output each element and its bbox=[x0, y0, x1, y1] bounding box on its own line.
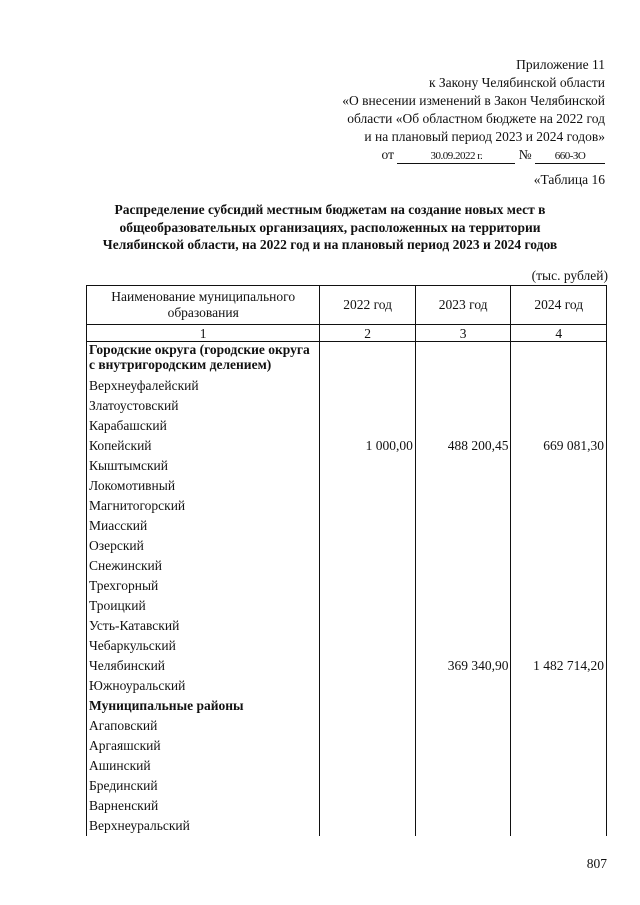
law-date: 30.09.2022 г. bbox=[397, 150, 515, 164]
value-2023 bbox=[415, 636, 511, 656]
group-heading: Муниципальные районы bbox=[87, 696, 320, 716]
value-2022 bbox=[320, 656, 416, 676]
value-2024 bbox=[511, 776, 607, 796]
group-row-urban-districts bbox=[87, 342, 607, 377]
value-2023 bbox=[415, 516, 511, 536]
value-2023 bbox=[415, 576, 511, 596]
table-row bbox=[87, 576, 607, 596]
units-label: (тыс. рублей) bbox=[531, 268, 608, 283]
value-2022 bbox=[320, 716, 416, 736]
value-2024 bbox=[511, 496, 607, 516]
column-number: 2 bbox=[320, 325, 416, 342]
table-row bbox=[87, 476, 607, 496]
municipality-name: Верхнеуральский bbox=[87, 816, 320, 836]
table-row bbox=[87, 396, 607, 416]
appendix-line: Приложение 11 bbox=[516, 57, 605, 72]
value-2024 bbox=[511, 736, 607, 756]
municipality-name: Снежинский bbox=[87, 556, 320, 576]
table-row bbox=[87, 616, 607, 636]
header-2024: 2024 год bbox=[511, 286, 607, 325]
appendix-line: области «Об областном бюджете на 2022 год bbox=[347, 111, 605, 126]
group-row-municipal-districts bbox=[87, 696, 607, 716]
number-label: № bbox=[518, 147, 532, 162]
column-number: 3 bbox=[415, 325, 511, 342]
value-2024: 1 482 714,20 bbox=[511, 656, 607, 676]
value-2024 bbox=[511, 416, 607, 436]
table-row bbox=[87, 456, 607, 476]
value-2022 bbox=[320, 616, 416, 636]
value-2024 bbox=[511, 796, 607, 816]
from-label: от bbox=[381, 147, 394, 162]
subsidy-table bbox=[86, 285, 607, 836]
municipality-name: Магнитогорский bbox=[87, 496, 320, 516]
municipality-name: Троицкий bbox=[87, 596, 320, 616]
value-2024 bbox=[511, 716, 607, 736]
value-2023 bbox=[415, 816, 511, 836]
table-row bbox=[87, 656, 607, 676]
value-2022 bbox=[320, 496, 416, 516]
appendix-line: к Закону Челябинской области bbox=[428, 75, 605, 90]
group-heading: Городские округа (городские округа с внутригородским делением) bbox=[87, 342, 320, 377]
value-2024 bbox=[511, 676, 607, 696]
municipality-name: Трехгорный bbox=[87, 576, 320, 596]
value-2024 bbox=[511, 396, 607, 416]
value-2024 bbox=[511, 536, 607, 556]
value-2024: 669 081,30 bbox=[511, 436, 607, 456]
table-row bbox=[87, 816, 607, 836]
value-2023 bbox=[415, 416, 511, 436]
table-body bbox=[87, 342, 607, 837]
column-number-row bbox=[87, 325, 607, 342]
value-2022 bbox=[320, 476, 416, 496]
table-row bbox=[87, 516, 607, 536]
municipality-name: Копейский bbox=[87, 436, 320, 456]
header-2023: 2023 год bbox=[415, 286, 511, 325]
municipality-name: Локомотивный bbox=[87, 476, 320, 496]
value-2022 bbox=[320, 396, 416, 416]
value-2023 bbox=[415, 736, 511, 756]
municipality-name: Озерский bbox=[87, 536, 320, 556]
value-2024 bbox=[511, 616, 607, 636]
value-2024 bbox=[511, 456, 607, 476]
table-row bbox=[87, 776, 607, 796]
table-row bbox=[87, 496, 607, 516]
municipality-name: Миасский bbox=[87, 516, 320, 536]
value-2022 bbox=[320, 416, 416, 436]
table-row bbox=[87, 416, 607, 436]
municipality-name: Агаповский bbox=[87, 716, 320, 736]
column-number: 4 bbox=[511, 325, 607, 342]
value-2023 bbox=[415, 456, 511, 476]
value-2023 bbox=[415, 496, 511, 516]
value-2024 bbox=[511, 756, 607, 776]
value-2024 bbox=[511, 816, 607, 836]
municipality-name: Брединский bbox=[87, 776, 320, 796]
value-2023 bbox=[415, 776, 511, 796]
value-2023 bbox=[415, 376, 511, 396]
table-row bbox=[87, 376, 607, 396]
table-label: «Таблица 16 bbox=[533, 172, 605, 187]
municipality-name: Карабашский bbox=[87, 416, 320, 436]
table-row bbox=[87, 756, 607, 776]
value-2024 bbox=[511, 376, 607, 396]
value-2024 bbox=[511, 476, 607, 496]
value-2023: 369 340,90 bbox=[415, 656, 511, 676]
appendix-line: «О внесении изменений в Закон Челябинской bbox=[342, 93, 605, 108]
value-2022 bbox=[320, 796, 416, 816]
value-2023 bbox=[415, 756, 511, 776]
table-row bbox=[87, 436, 607, 456]
municipality-name: Усть-Катавский bbox=[87, 616, 320, 636]
value-2022 bbox=[320, 556, 416, 576]
header-2022: 2022 год bbox=[320, 286, 416, 325]
value-2022 bbox=[320, 636, 416, 656]
value-2023 bbox=[415, 556, 511, 576]
table-row bbox=[87, 676, 607, 696]
table-row bbox=[87, 596, 607, 616]
table-row bbox=[87, 716, 607, 736]
value-2023 bbox=[415, 796, 511, 816]
value-2022 bbox=[320, 736, 416, 756]
value-2023: 488 200,45 bbox=[415, 436, 511, 456]
municipality-name: Аргаяшский bbox=[87, 736, 320, 756]
value-2024 bbox=[511, 596, 607, 616]
document-title: Распределение субсидий местным бюджетам на создание новых мест в общеобразовательных организациях, расположенных на территории Челябинской области, на 2022 год и на плановый период 2023 и 2024 годов bbox=[102, 202, 558, 252]
table-header-row bbox=[87, 286, 607, 325]
value-2022 bbox=[320, 516, 416, 536]
table-row bbox=[87, 736, 607, 756]
appendix-header bbox=[285, 56, 605, 164]
municipality-name: Варненский bbox=[87, 796, 320, 816]
municipality-name: Верхнеуфалейский bbox=[87, 376, 320, 396]
municipality-name: Кыштымский bbox=[87, 456, 320, 476]
table-row bbox=[87, 536, 607, 556]
value-2023 bbox=[415, 536, 511, 556]
table-row bbox=[87, 636, 607, 656]
value-2024 bbox=[511, 636, 607, 656]
municipality-name: Чебаркульский bbox=[87, 636, 320, 656]
column-number: 1 bbox=[87, 325, 320, 342]
value-2022 bbox=[320, 376, 416, 396]
value-2022: 1 000,00 bbox=[320, 436, 416, 456]
value-2023 bbox=[415, 396, 511, 416]
value-2024 bbox=[511, 556, 607, 576]
municipality-name: Южноуральский bbox=[87, 676, 320, 696]
header-municipality: Наименование муниципального образования bbox=[87, 286, 320, 325]
municipality-name: Златоустовский bbox=[87, 396, 320, 416]
value-2022 bbox=[320, 596, 416, 616]
law-number: 660-ЗО bbox=[535, 150, 605, 164]
value-2022 bbox=[320, 756, 416, 776]
value-2024 bbox=[511, 516, 607, 536]
table-row bbox=[87, 796, 607, 816]
value-2022 bbox=[320, 676, 416, 696]
page-number: 807 bbox=[586, 856, 607, 871]
law-date-number bbox=[285, 146, 605, 164]
value-2023 bbox=[415, 676, 511, 696]
value-2022 bbox=[320, 816, 416, 836]
municipality-name: Челябинский bbox=[87, 656, 320, 676]
value-2024 bbox=[511, 576, 607, 596]
value-2023 bbox=[415, 716, 511, 736]
value-2022 bbox=[320, 456, 416, 476]
municipality-name: Ашинский bbox=[87, 756, 320, 776]
value-2023 bbox=[415, 476, 511, 496]
table-row bbox=[87, 556, 607, 576]
value-2022 bbox=[320, 776, 416, 796]
appendix-line: и на плановый период 2023 и 2024 годов» bbox=[364, 129, 605, 144]
value-2023 bbox=[415, 616, 511, 636]
value-2023 bbox=[415, 596, 511, 616]
value-2022 bbox=[320, 536, 416, 556]
value-2022 bbox=[320, 576, 416, 596]
